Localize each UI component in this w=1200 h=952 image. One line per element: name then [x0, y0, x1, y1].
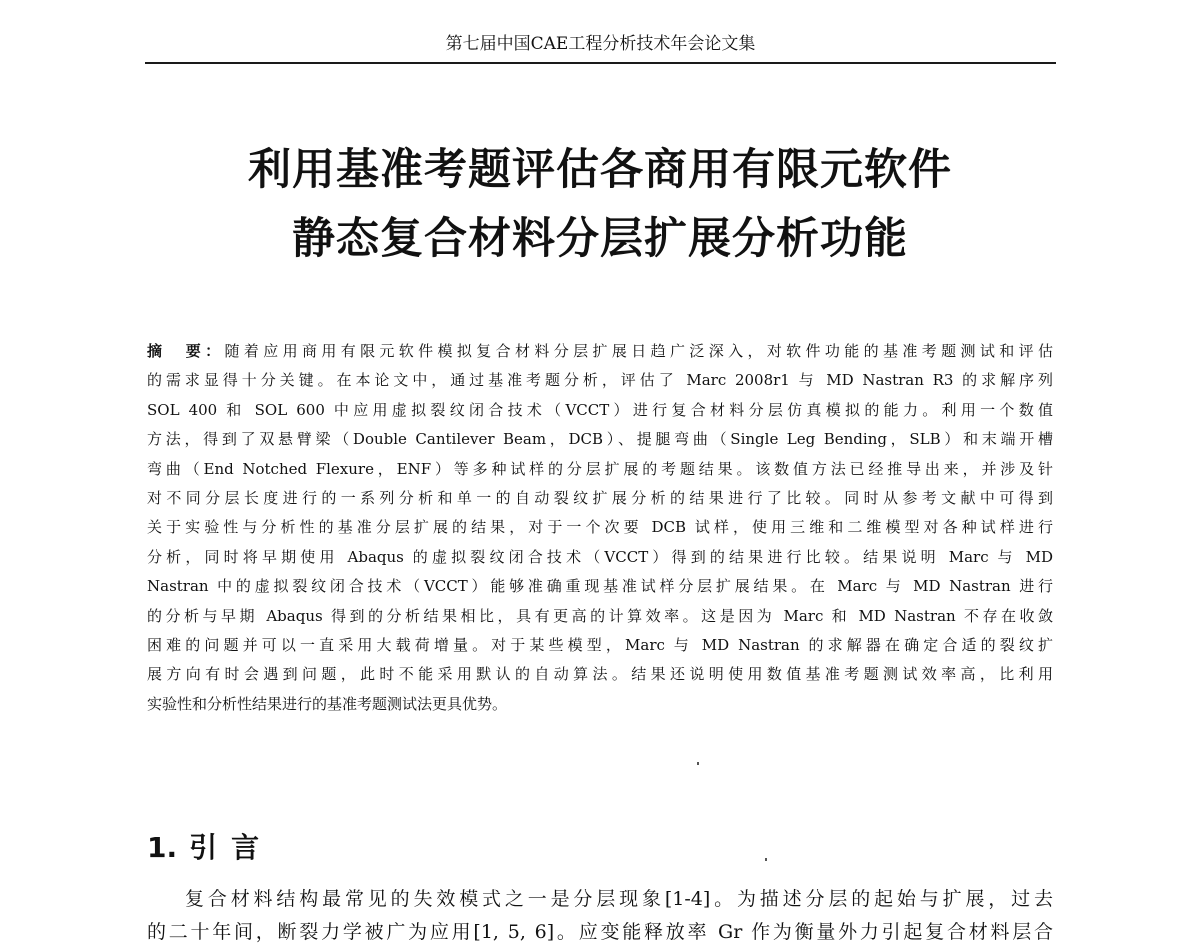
body-line: 复合材料结构最常见的失效模式之一是分层现象[1-4]。为描述分层的起始与扩展，过去 [185, 888, 1053, 910]
abstract-line: SOL 400 和 SOL 600 中应用虚拟裂纹闭合技术（VCCT）进行复合材料分层仿真模拟的能力。利用一个数值 [147, 400, 1053, 419]
abstract [147, 337, 1053, 719]
section-title: 引言 [189, 831, 274, 864]
header-rule [145, 62, 1056, 64]
scan-speck [697, 762, 699, 765]
section-number: 1. [147, 831, 178, 864]
body-line: 的二十年间，断裂力学被广为应用[1, 5, 6]。应变能释放率 Gr 作为衡量外力引起复合材料层合 [147, 921, 1053, 943]
abstract-line: 的分析与早期 Abaqus 得到的分析结果相比，具有更高的计算效率。这是因为 Marc 和 MD Nastran 不存在收敛 [147, 606, 1053, 625]
section-heading-introduction [147, 828, 273, 868]
scan-speck [765, 858, 767, 861]
paper-title-line-2: 静态复合材料分层扩展分析功能 [292, 214, 908, 264]
abstract-line: 困难的问题并可以一直采用大载荷增量。对于某些模型，Marc 与 MD Nastran 的求解器在确定合适的裂纹扩 [147, 635, 1053, 654]
body-text [147, 883, 1053, 949]
paper-title-line-1: 利用基准考题评估各商用有限元软件 [248, 145, 952, 195]
abstract-line [147, 337, 1053, 366]
abstract-label: 摘 要： [147, 342, 225, 360]
abstract-line: 弯曲（End Notched Flexure，ENF）等多种试样的分层扩展的考题结果。该数值方法已经推导出来，并涉及针 [147, 459, 1053, 478]
abstract-line: Nastran 中的虚拟裂纹闭合技术（VCCT）能够准确重现基准试样分层扩展结果。在 Marc 与 MD Nastran 进行 [147, 577, 1053, 596]
abstract-line: 展方向有时会遇到问题，此时不能采用默认的自动算法。结果还说明使用数值基准考题测试效率高，比利用 [147, 665, 1053, 684]
abstract-line: 方法，得到了双悬臂梁（Double Cantilever Beam，DCB）、提腿弯曲（Single Leg Bending，SLB）和末端开槽 [147, 430, 1053, 449]
abstract-line: 对不同分层长度进行的一系列分析和单一的自动裂纹扩展分析的结果进行了比较。同时从参考文献中可得到 [147, 488, 1053, 507]
abstract-line: 的需求显得十分关键。在本论文中，通过基准考题分析，评估了 Marc 2008r1 与 MD Nastran R3 的求解序列 [147, 371, 1053, 390]
abstract-line: 关于实验性与分析性的基准分层扩展的结果，对于一个次要 DCB 试样，使用三维和二维模型对各种试样进行 [147, 518, 1053, 537]
abstract-line: 实验性和分析性结果进行的基准考题测试法更具优势。 [147, 694, 508, 713]
abstract-line: 分析，同时将早期使用 Abaqus 的虚拟裂纹闭合技术（VCCT）得到的结果进行比较。结果说明 Marc 与 MD [147, 547, 1053, 566]
abstract-line-text: 随着应用商用有限元软件模拟复合材料分层扩展日趋广泛深入，对软件功能的基准考题测试和评估 [224, 342, 1053, 360]
running-header: 第七届中国CAE工程分析技术年会论文集 [445, 34, 756, 54]
